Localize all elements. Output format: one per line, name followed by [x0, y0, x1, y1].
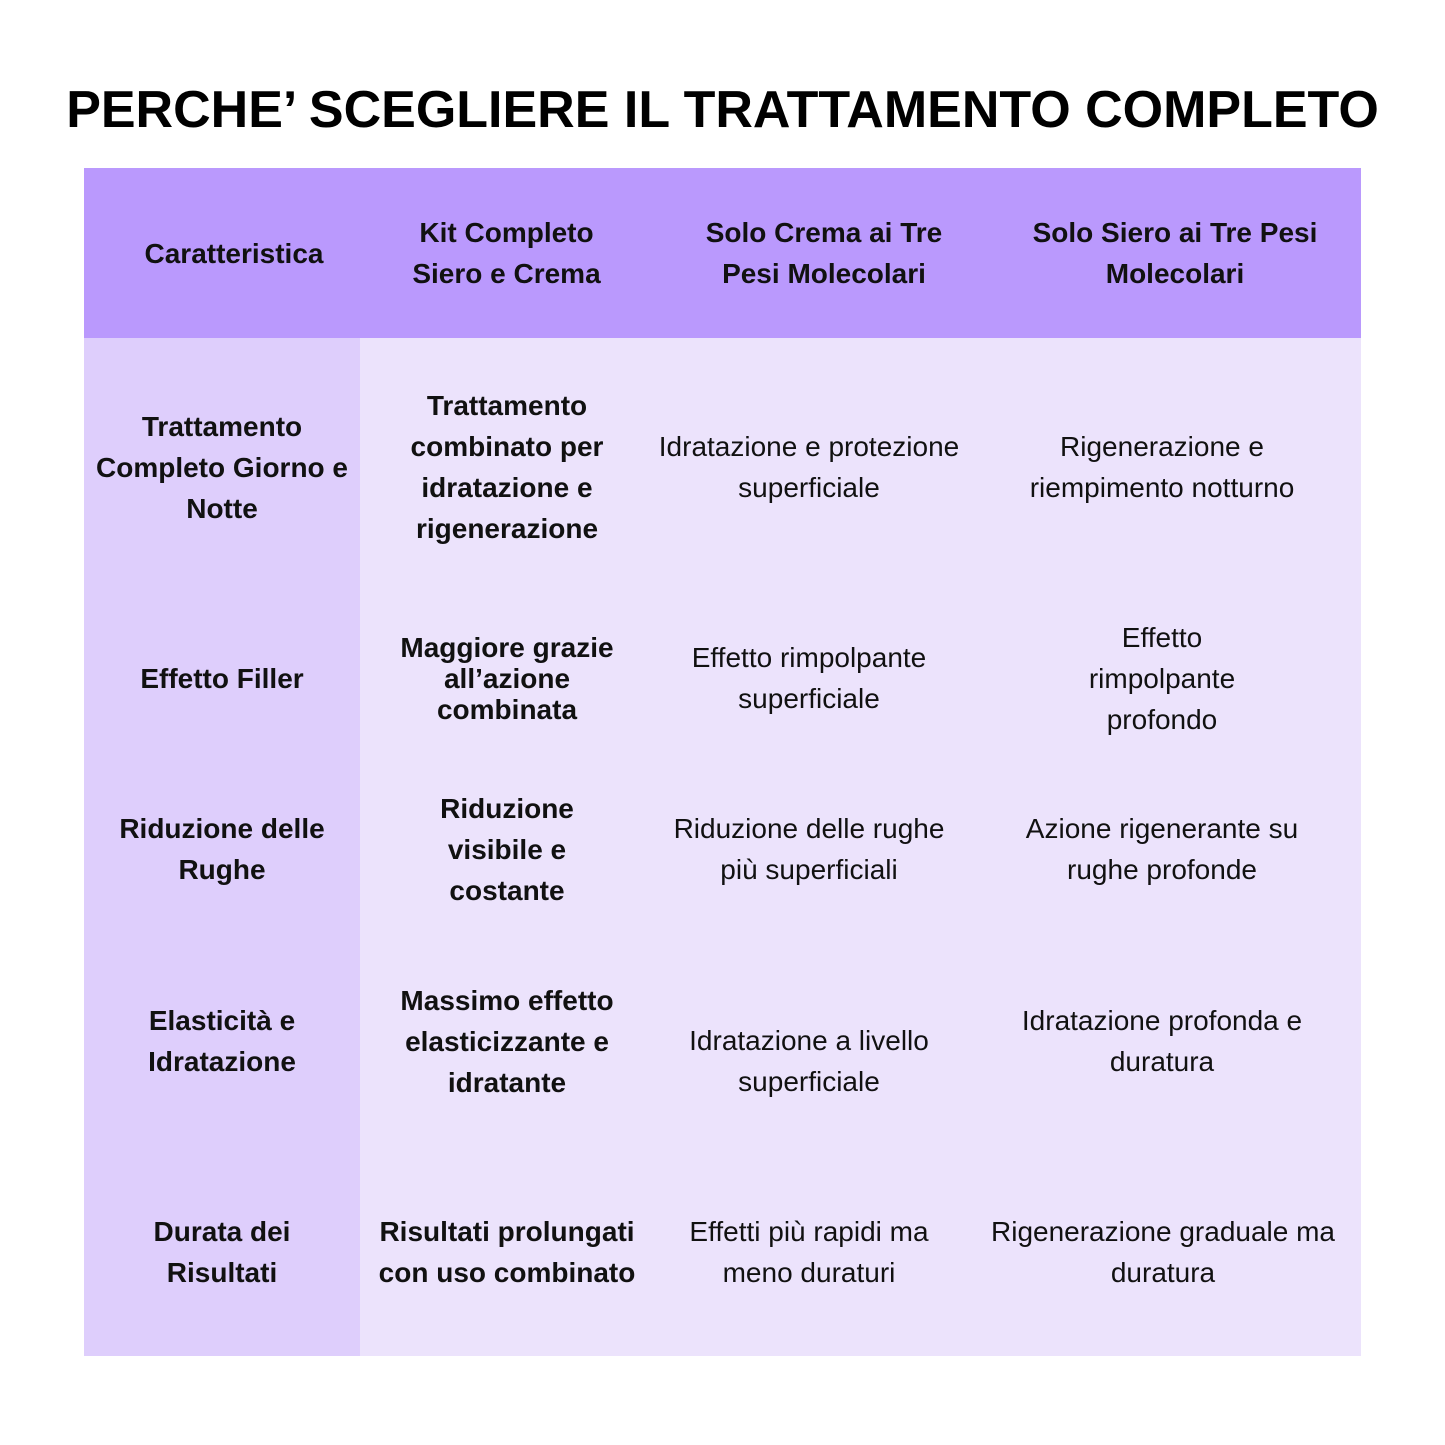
row-5-kit: Risultati prolungati con uso combinato: [378, 1216, 636, 1288]
row-2-crema: Effetto rimpolpante superficiale: [691, 642, 927, 714]
header-solo-siero: Solo Siero ai Tre Pesi Molecolari: [1032, 217, 1318, 289]
row-2-kit: Maggiore grazie all’azione combinata: [400, 631, 614, 725]
page-title: PERCHE’ SCEGLIERE IL TRATTAMENTO COMPLETO: [66, 81, 1379, 139]
row-5-siero: Rigenerazione graduale ma duratura: [991, 1216, 1335, 1288]
row-4-crema: Idratazione a livello superficiale: [689, 1025, 929, 1097]
row-4-siero: Idratazione profonda e duratura: [1021, 1005, 1303, 1077]
row-2-siero: Effetto rimpolpante profondo: [1088, 621, 1236, 735]
row-4-feature: Elasticità e Idratazione: [148, 1005, 296, 1077]
row-2-feature: Effetto Filler: [140, 662, 304, 694]
row-1-crema: Idratazione e protezione superficiale: [658, 431, 960, 503]
row-5-crema: Effetti più rapidi ma meno duraturi: [689, 1216, 929, 1288]
row-3-kit: Riduzione visibile e costante: [440, 792, 574, 906]
row-3-siero: Azione rigenerante su rughe profonde: [1025, 813, 1299, 885]
row-3-crema: Riduzione delle rughe più superficiali: [673, 813, 945, 885]
row-1-siero: Rigenerazione e riempimento notturno: [1029, 431, 1295, 503]
row-3-feature: Riduzione delle Rughe: [119, 813, 325, 885]
header-kit-completo: Kit Completo Siero e Crema: [412, 217, 601, 289]
row-1-kit: Trattamento combinato per idratazione e rigenerazione: [410, 390, 604, 544]
row-4-kit: Massimo effetto elasticizzante e idratante: [400, 984, 614, 1098]
row-5-feature: Durata dei Risultati: [153, 1216, 291, 1288]
header-solo-crema: Solo Crema ai Tre Pesi Molecolari: [705, 217, 943, 289]
row-1-feature: Trattamento Completo Giorno e Notte: [96, 410, 348, 524]
comparison-table: [84, 168, 1361, 1356]
header-caratteristica: Caratteristica: [144, 237, 324, 269]
